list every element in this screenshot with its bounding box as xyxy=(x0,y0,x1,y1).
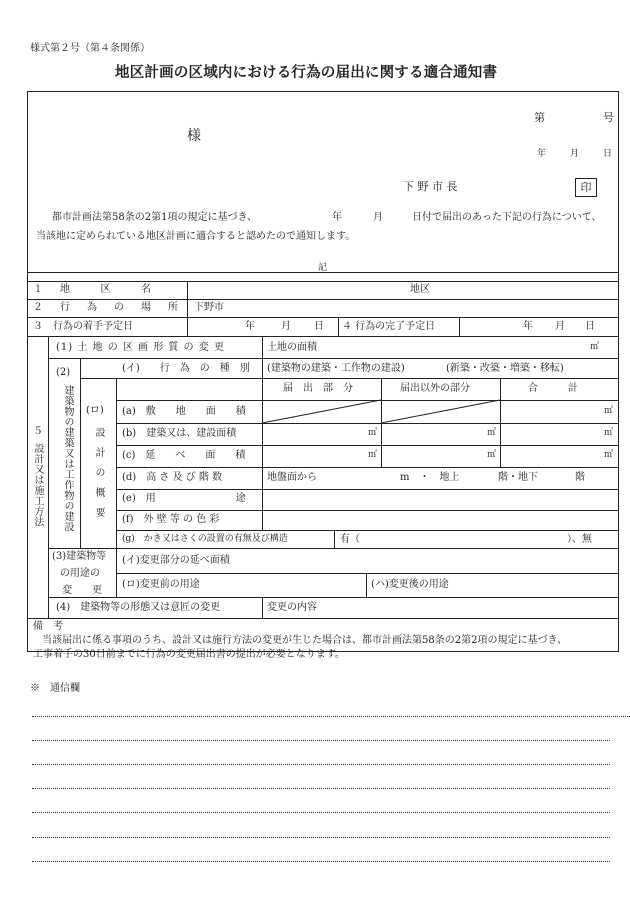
addressee-suffix: 様 xyxy=(187,128,201,144)
row4-day: 日 xyxy=(585,321,595,332)
ki-label: 記 xyxy=(318,263,328,273)
seal-box: 印 xyxy=(575,178,597,197)
row2-value: 下野市 xyxy=(194,302,224,313)
number-go: 号 xyxy=(603,111,614,124)
d-value-kai: 階・地下 xyxy=(498,472,538,483)
s3-label-1: (3)建築物等 xyxy=(52,551,107,562)
b-unit-total: ㎡ xyxy=(604,428,614,438)
b-label: (b) 建築又は、建設面積 xyxy=(122,428,237,439)
tsushin-label: ※ 通信欄 xyxy=(30,683,80,694)
tsushin-line-2 xyxy=(32,740,610,741)
tsushin-line-3 xyxy=(32,764,610,765)
section5-num: ５ xyxy=(33,426,43,437)
row2-label: ２ 行 為 の 場 所 xyxy=(33,302,182,313)
tsushin-line-7 xyxy=(32,861,610,862)
s3-ro: (ロ)変更前の用途 xyxy=(122,579,200,590)
i-value: (建築物の建築・工作物の建設) xyxy=(267,363,405,374)
g-label: (g) かき又はさくの設置の有無及び構造 xyxy=(122,534,288,544)
biko-line2: 工事着手の30日前までに行為の変更届出書の提出が必要となります。 xyxy=(33,649,345,660)
body-line1-year: 年 xyxy=(332,212,342,223)
c-unit-igai: ㎡ xyxy=(487,450,497,460)
tsushin-line-4 xyxy=(32,788,610,789)
f-label: (f) 外 壁 等 の 色 彩 xyxy=(122,514,220,525)
s4-value: 変更の内容 xyxy=(267,602,317,613)
ro-label: (ロ) xyxy=(86,405,104,416)
b-unit-todoke: ㎡ xyxy=(368,428,378,438)
c-label: (c) 延 べ 面 積 xyxy=(122,450,246,461)
a-unit-total: ㎡ xyxy=(604,406,614,416)
col-todoke: 届 出 部 分 xyxy=(283,383,353,394)
date-day: 日 xyxy=(603,149,613,159)
form-id: 様式第２号（第４条関係） xyxy=(30,43,150,54)
row1-value: 地区 xyxy=(410,284,430,295)
biko-label: 備 考 xyxy=(33,621,63,632)
row3-month: 月 xyxy=(281,321,291,332)
s3-ha: (ハ)変更後の用途 xyxy=(371,579,449,590)
d-value-a: 地盤面から xyxy=(267,472,317,483)
i-value2: (新築・改築・増築・移転) xyxy=(446,363,564,374)
body-line2: 当該地に定められている地区計画に適合すると認めたので通知します。 xyxy=(36,231,356,242)
biko-line1: 当該届出に係る事項のうち、設計又は施行方法の変更が生じた場合は、都市計画法第58条の2第2項の規定に基づき、 xyxy=(42,635,568,646)
g-value-a: 有（ xyxy=(340,534,360,545)
c-unit-todoke: ㎡ xyxy=(368,450,378,460)
d-value-m: m ・ 地上 xyxy=(400,472,460,483)
s3-label-3: 変 更 xyxy=(62,585,102,596)
body-line1-month: 月 xyxy=(373,212,383,223)
row3-day: 日 xyxy=(314,321,324,332)
date-month: 月 xyxy=(570,149,580,159)
page-title: 地区計画の区域内における行為の届出に関する適合通知書 xyxy=(115,64,498,81)
body-line1-a: 都市計画法第58条の2第1項の規定に基づき、 xyxy=(52,212,258,223)
number-dai: 第 xyxy=(534,111,545,124)
row3-label: ３ 行為の着手予定日 xyxy=(33,321,133,332)
s3-label-2: の用途の xyxy=(60,568,100,579)
s1-unit: ㎡ xyxy=(590,342,600,352)
s3-i: (イ)変更部分の延べ面積 xyxy=(122,555,230,566)
e-label: (e) 用 途 xyxy=(122,493,246,504)
ro-vertical-label: 設計の概要 xyxy=(93,427,104,527)
row3-year: 年 xyxy=(245,321,255,332)
body-line1-b: 日付で届出のあった下記の行為について、 xyxy=(412,212,602,223)
s4-label: (4) 建築物等の形態又は意匠の変更 xyxy=(56,602,221,613)
mayor-name: 下野市長 xyxy=(403,180,461,193)
row4-label: ４ 行為の完了予定日 xyxy=(342,321,436,332)
row4-month: 月 xyxy=(555,321,565,332)
s2-num: (2) xyxy=(56,367,71,378)
c-unit-total: ㎡ xyxy=(604,450,614,460)
s1-value: 土地の面積 xyxy=(267,342,317,353)
col-igai: 届出以外の部分 xyxy=(400,383,470,394)
tsushin-line-1 xyxy=(32,716,630,717)
section5-label: 設計又は施工方法 xyxy=(32,443,43,527)
a-label: (a) 敷 地 面 積 xyxy=(122,406,246,417)
tsushin-line-6 xyxy=(32,837,610,838)
g-value-b: ）、無 xyxy=(567,534,592,545)
date-year: 年 xyxy=(537,149,547,159)
i-label: (イ) 行 為 の 種 別 xyxy=(122,363,250,374)
col-total: 合 計 xyxy=(528,383,578,394)
row4-year: 年 xyxy=(523,321,533,332)
s2-vertical-label: 建築物の建築又は工作物の建設 xyxy=(62,385,73,532)
s1-label: (1) 土 地 の 区 画 形 質 の 変 更 xyxy=(56,342,225,353)
d-label: (d) 高 さ 及 び 階 数 xyxy=(122,472,223,483)
tsushin-line-5 xyxy=(32,812,610,813)
d-value-kai2: 階 xyxy=(575,472,585,483)
row1-label: １ 地 区 名 xyxy=(33,284,155,295)
b-unit-igai: ㎡ xyxy=(487,428,497,438)
